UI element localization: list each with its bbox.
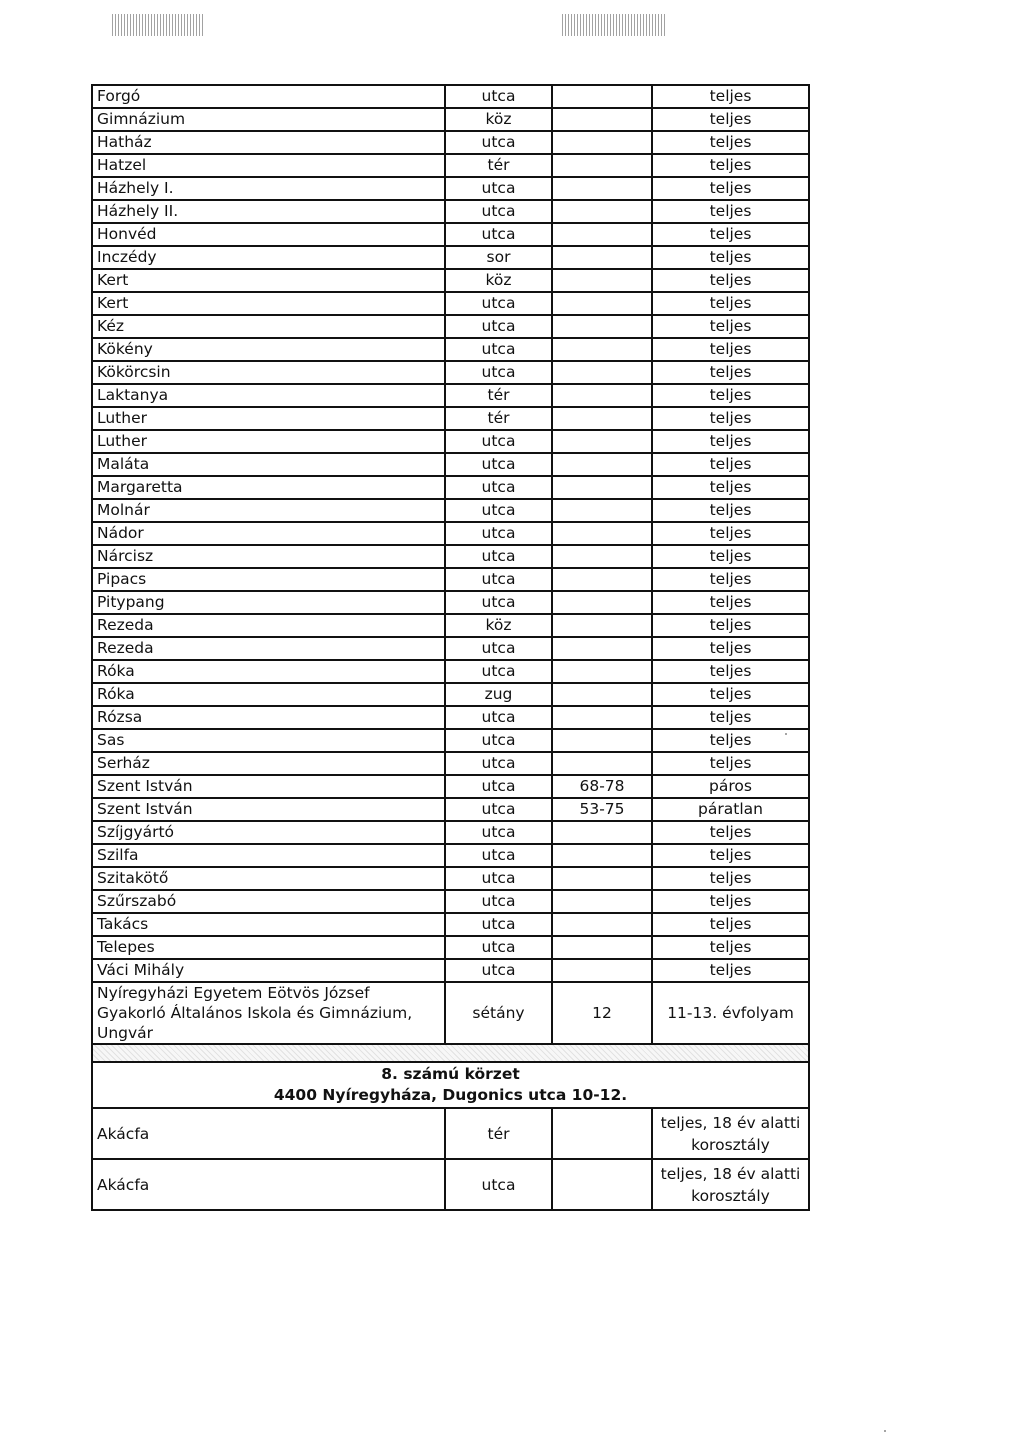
street-name-cell: Laktanya bbox=[92, 384, 445, 407]
house-number-cell bbox=[552, 614, 652, 637]
street-name-cell: Pipacs bbox=[92, 568, 445, 591]
table-row bbox=[92, 591, 809, 614]
street-type-cell: utca bbox=[445, 729, 552, 752]
coverage-cell: teljes bbox=[652, 752, 809, 775]
street-type-cell: tér bbox=[445, 384, 552, 407]
house-number-cell bbox=[552, 407, 652, 430]
street-type-cell: sor bbox=[445, 246, 552, 269]
house-number-cell bbox=[552, 292, 652, 315]
street-name-cell: Takács bbox=[92, 913, 445, 936]
street-type-cell: utca bbox=[445, 660, 552, 683]
street-name-cell: Telepes bbox=[92, 936, 445, 959]
coverage-cell: teljes bbox=[652, 223, 809, 246]
house-number-cell bbox=[552, 913, 652, 936]
coverage-cell: teljes bbox=[652, 890, 809, 913]
table-row bbox=[92, 223, 809, 246]
street-name-cell: Pitypang bbox=[92, 591, 445, 614]
street-name-cell: Margaretta bbox=[92, 476, 445, 499]
house-number-cell bbox=[552, 476, 652, 499]
street-name-cell: Nádor bbox=[92, 522, 445, 545]
house-number-cell bbox=[552, 1159, 652, 1210]
street-type-cell: utca bbox=[445, 1159, 552, 1210]
table-row bbox=[92, 614, 809, 637]
house-number-cell bbox=[552, 85, 652, 108]
house-number-cell bbox=[552, 844, 652, 867]
house-number-cell bbox=[552, 660, 652, 683]
table-row bbox=[92, 246, 809, 269]
house-number-cell bbox=[552, 453, 652, 476]
street-name-cell: Róka bbox=[92, 660, 445, 683]
street-type-cell: utca bbox=[445, 499, 552, 522]
street-name-cell: Gimnázium bbox=[92, 108, 445, 131]
coverage-cell: teljes bbox=[652, 430, 809, 453]
street-type-cell: utca bbox=[445, 338, 552, 361]
street-name-cell: Szűrszabó bbox=[92, 890, 445, 913]
street-name-cell: Rezeda bbox=[92, 614, 445, 637]
street-name-cell: Nárcisz bbox=[92, 545, 445, 568]
house-number-cell bbox=[552, 200, 652, 223]
coverage-cell: teljes bbox=[652, 591, 809, 614]
street-name-cell: Kökörcsin bbox=[92, 361, 445, 384]
street-type-cell: köz bbox=[445, 108, 552, 131]
street-type-cell: utca bbox=[445, 200, 552, 223]
house-number-cell bbox=[552, 338, 652, 361]
street-type-cell: utca bbox=[445, 223, 552, 246]
table-row bbox=[92, 85, 809, 108]
coverage-cell: teljes bbox=[652, 361, 809, 384]
house-number-cell bbox=[552, 959, 652, 982]
house-number-cell bbox=[552, 223, 652, 246]
house-number-cell: 12 bbox=[552, 982, 652, 1044]
coverage-cell: teljes bbox=[652, 936, 809, 959]
coverage-cell: teljes, 18 év alatti korosztály bbox=[652, 1159, 809, 1210]
coverage-cell: teljes bbox=[652, 683, 809, 706]
street-name-cell: Szilfa bbox=[92, 844, 445, 867]
street-type-cell: utca bbox=[445, 844, 552, 867]
house-number-cell bbox=[552, 430, 652, 453]
house-number-cell bbox=[552, 706, 652, 729]
coverage-cell: teljes bbox=[652, 706, 809, 729]
street-type-cell: utca bbox=[445, 637, 552, 660]
street-type-cell: tér bbox=[445, 154, 552, 177]
coverage-cell: teljes bbox=[652, 545, 809, 568]
street-type-cell: utca bbox=[445, 315, 552, 338]
table-row bbox=[92, 637, 809, 660]
table-row bbox=[92, 315, 809, 338]
coverage-cell: teljes bbox=[652, 913, 809, 936]
street-name-cell: Akácfa bbox=[92, 1108, 445, 1159]
table-row bbox=[92, 752, 809, 775]
table-row bbox=[92, 683, 809, 706]
table-row bbox=[92, 131, 809, 154]
coverage-cell: teljes bbox=[652, 453, 809, 476]
street-name-cell: Hatház bbox=[92, 131, 445, 154]
district-header bbox=[92, 1062, 809, 1108]
street-name-cell: Forgó bbox=[92, 85, 445, 108]
coverage-cell: teljes bbox=[652, 154, 809, 177]
table-row bbox=[92, 545, 809, 568]
house-number-cell bbox=[552, 568, 652, 591]
table-row bbox=[92, 821, 809, 844]
street-name-cell: Luther bbox=[92, 407, 445, 430]
street-name-cell: Rózsa bbox=[92, 706, 445, 729]
coverage-cell: teljes bbox=[652, 131, 809, 154]
table-row bbox=[92, 959, 809, 982]
street-type-cell: utca bbox=[445, 821, 552, 844]
street-type-cell: utca bbox=[445, 545, 552, 568]
street-type-cell: utca bbox=[445, 85, 552, 108]
table-row bbox=[92, 867, 809, 890]
house-number-cell bbox=[552, 177, 652, 200]
coverage-cell: páratlan bbox=[652, 798, 809, 821]
table-row bbox=[92, 177, 809, 200]
house-number-cell bbox=[552, 108, 652, 131]
coverage-cell: teljes bbox=[652, 407, 809, 430]
coverage-cell: teljes bbox=[652, 269, 809, 292]
coverage-cell: teljes bbox=[652, 85, 809, 108]
house-number-cell bbox=[552, 890, 652, 913]
street-rows-bottom bbox=[92, 1108, 809, 1210]
street-name-cell: Váci Mihály bbox=[92, 959, 445, 982]
table-row bbox=[92, 154, 809, 177]
street-name-cell: Szent István bbox=[92, 775, 445, 798]
street-type-cell: köz bbox=[445, 614, 552, 637]
street-name-cell: Házhely I. bbox=[92, 177, 445, 200]
street-type-cell: utca bbox=[445, 890, 552, 913]
table-row bbox=[92, 453, 809, 476]
street-type-cell: köz bbox=[445, 269, 552, 292]
street-table bbox=[91, 84, 810, 1211]
coverage-cell: teljes bbox=[652, 729, 809, 752]
coverage-cell: teljes bbox=[652, 844, 809, 867]
street-type-cell: utca bbox=[445, 131, 552, 154]
street-type-cell: utca bbox=[445, 591, 552, 614]
table-row bbox=[92, 292, 809, 315]
street-name-cell: Kert bbox=[92, 292, 445, 315]
house-number-cell bbox=[552, 269, 652, 292]
street-name-cell: Akácfa bbox=[92, 1159, 445, 1210]
table-row bbox=[92, 660, 809, 683]
table-row bbox=[92, 798, 809, 821]
street-name-cell: Inczédy bbox=[92, 246, 445, 269]
house-number-cell bbox=[552, 522, 652, 545]
street-name-cell: Szíjgyártó bbox=[92, 821, 445, 844]
coverage-cell: teljes bbox=[652, 177, 809, 200]
table-row bbox=[92, 476, 809, 499]
street-name-cell: Róka bbox=[92, 683, 445, 706]
table-row bbox=[92, 338, 809, 361]
district-address: 4400 Nyíregyháza, Dugonics utca 10-12. bbox=[273, 1086, 628, 1104]
street-type-cell: utca bbox=[445, 453, 552, 476]
street-name-cell: Hatzel bbox=[92, 154, 445, 177]
table-row bbox=[92, 936, 809, 959]
house-number-cell bbox=[552, 131, 652, 154]
street-name-cell: Szent István bbox=[92, 798, 445, 821]
house-number-cell bbox=[552, 637, 652, 660]
street-type-cell: utca bbox=[445, 936, 552, 959]
street-name-cell: Házhely II. bbox=[92, 200, 445, 223]
scan-artifact bbox=[112, 14, 204, 36]
coverage-cell: teljes, 18 év alatti korosztály bbox=[652, 1108, 809, 1159]
coverage-cell: teljes bbox=[652, 246, 809, 269]
house-number-cell: 53-75 bbox=[552, 798, 652, 821]
street-type-cell: utca bbox=[445, 361, 552, 384]
house-number-cell bbox=[552, 683, 652, 706]
coverage-cell: teljes bbox=[652, 384, 809, 407]
house-number-cell bbox=[552, 729, 652, 752]
street-name-cell: Szitakötő bbox=[92, 867, 445, 890]
street-type-cell: utca bbox=[445, 959, 552, 982]
coverage-cell: teljes bbox=[652, 522, 809, 545]
street-name-cell: Serház bbox=[92, 752, 445, 775]
house-number-cell bbox=[552, 752, 652, 775]
house-number-cell bbox=[552, 154, 652, 177]
scan-artifact bbox=[562, 14, 666, 36]
coverage-cell: teljes bbox=[652, 867, 809, 890]
table-row bbox=[92, 522, 809, 545]
house-number-cell bbox=[552, 246, 652, 269]
coverage-cell: teljes bbox=[652, 108, 809, 131]
table-row bbox=[92, 729, 809, 752]
street-type-cell: utca bbox=[445, 568, 552, 591]
street-type-cell: utca bbox=[445, 292, 552, 315]
house-number-cell bbox=[552, 591, 652, 614]
table-row bbox=[92, 200, 809, 223]
street-name-cell: Nyíregyházi Egyetem Eötvös József Gyakorló Általános Iskola és Gimnázium, Ungvár bbox=[92, 982, 445, 1044]
street-type-cell: tér bbox=[445, 1108, 552, 1159]
table-row bbox=[92, 844, 809, 867]
street-name-cell: Kéz bbox=[92, 315, 445, 338]
street-type-cell: utca bbox=[445, 798, 552, 821]
table-row bbox=[92, 269, 809, 292]
coverage-cell: teljes bbox=[652, 499, 809, 522]
street-type-cell: zug bbox=[445, 683, 552, 706]
house-number-cell bbox=[552, 1108, 652, 1159]
table-row bbox=[92, 499, 809, 522]
coverage-cell: teljes bbox=[652, 614, 809, 637]
coverage-cell: páros bbox=[652, 775, 809, 798]
coverage-cell: teljes bbox=[652, 660, 809, 683]
street-name-cell: Molnár bbox=[92, 499, 445, 522]
street-type-cell: utca bbox=[445, 430, 552, 453]
street-type-cell: utca bbox=[445, 913, 552, 936]
street-type-cell: utca bbox=[445, 522, 552, 545]
street-type-cell: utca bbox=[445, 867, 552, 890]
street-name-cell: Kert bbox=[92, 269, 445, 292]
street-type-cell: tér bbox=[445, 407, 552, 430]
house-number-cell bbox=[552, 384, 652, 407]
table-row bbox=[92, 1108, 809, 1159]
house-number-cell bbox=[552, 361, 652, 384]
house-number-cell bbox=[552, 867, 652, 890]
table-row bbox=[92, 890, 809, 913]
street-type-cell: utca bbox=[445, 177, 552, 200]
house-number-cell bbox=[552, 499, 652, 522]
table-row bbox=[92, 913, 809, 936]
section-separator bbox=[92, 1044, 809, 1062]
street-name-cell: Kökény bbox=[92, 338, 445, 361]
street-type-cell: utca bbox=[445, 476, 552, 499]
street-type-cell: utca bbox=[445, 775, 552, 798]
coverage-cell: teljes bbox=[652, 821, 809, 844]
street-rows-top bbox=[92, 85, 809, 982]
table-row bbox=[92, 706, 809, 729]
school-row bbox=[92, 982, 809, 1044]
coverage-cell: teljes bbox=[652, 959, 809, 982]
house-number-cell bbox=[552, 821, 652, 844]
coverage-cell: teljes bbox=[652, 292, 809, 315]
scan-speck bbox=[884, 1430, 886, 1432]
house-number-cell bbox=[552, 315, 652, 338]
street-type-cell: utca bbox=[445, 752, 552, 775]
district-title: 8. számú körzet bbox=[381, 1065, 520, 1083]
table-row bbox=[92, 430, 809, 453]
school-section bbox=[92, 982, 809, 1108]
house-number-cell: 68-78 bbox=[552, 775, 652, 798]
coverage-cell: teljes bbox=[652, 338, 809, 361]
table-row bbox=[92, 1159, 809, 1210]
coverage-cell: teljes bbox=[652, 315, 809, 338]
coverage-cell: teljes bbox=[652, 476, 809, 499]
coverage-cell: teljes bbox=[652, 568, 809, 591]
table-row bbox=[92, 775, 809, 798]
table-row bbox=[92, 407, 809, 430]
table-row bbox=[92, 361, 809, 384]
street-type-cell: sétány bbox=[445, 982, 552, 1044]
house-number-cell bbox=[552, 545, 652, 568]
street-name-cell: Rezeda bbox=[92, 637, 445, 660]
house-number-cell bbox=[552, 936, 652, 959]
table-row bbox=[92, 108, 809, 131]
street-name-cell: Honvéd bbox=[92, 223, 445, 246]
street-name-cell: Sas bbox=[92, 729, 445, 752]
coverage-cell: teljes bbox=[652, 637, 809, 660]
street-name-cell: Maláta bbox=[92, 453, 445, 476]
coverage-cell: teljes bbox=[652, 200, 809, 223]
table-row bbox=[92, 568, 809, 591]
street-name-cell: Luther bbox=[92, 430, 445, 453]
street-type-cell: utca bbox=[445, 706, 552, 729]
table-row bbox=[92, 384, 809, 407]
coverage-cell: 11-13. évfolyam bbox=[652, 982, 809, 1044]
